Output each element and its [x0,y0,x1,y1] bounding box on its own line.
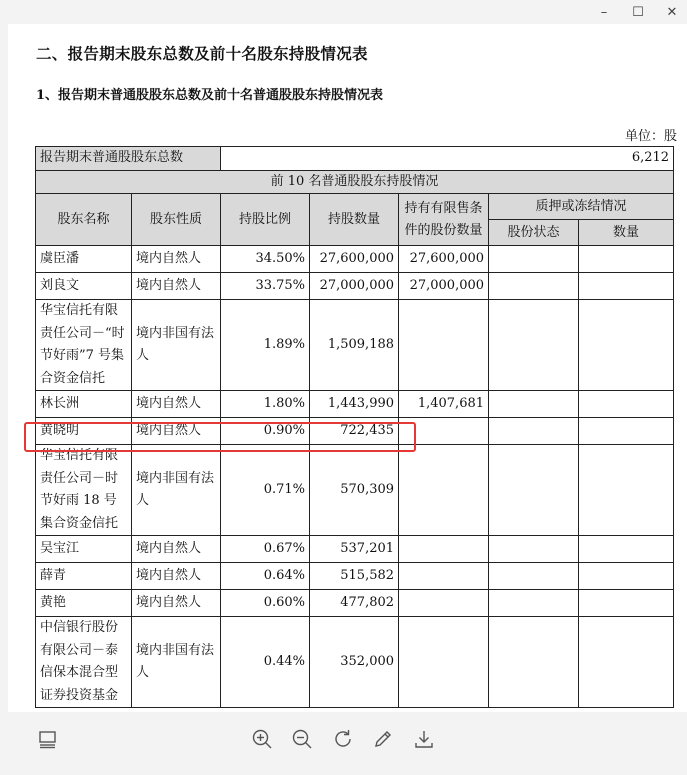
total-label: 报告期末普通股股东总数 [36,147,221,171]
col-header-pledge-qty: 数量 [579,220,674,246]
table-row [36,617,674,708]
holding-quantity: 1,443,990 [310,391,399,418]
pledge-status [489,617,579,708]
col-header-quantity: 持股数量 [310,194,399,246]
pledge-status [489,273,579,300]
pledge-status [489,300,579,391]
holding-ratio: 1.80% [221,391,310,418]
shareholder-nature: 境内自然人 [132,418,221,445]
col-header-nature: 股东性质 [132,194,221,246]
document-subtitle: 1、报告期末普通股股东总数及前十名普通股股东持股情况表 [36,88,384,103]
pledge-status [489,445,579,536]
pledge-quantity [579,300,674,391]
shareholder-name: 虞臣潘 [36,246,132,273]
shareholder-nature: 境内非国有法人 [132,617,221,708]
pledge-quantity [579,418,674,445]
restricted-quantity: 1,407,681 [399,391,489,418]
shareholder-name: 黄晓明 [36,418,132,445]
holding-quantity: 515,582 [310,563,399,590]
pledge-quantity [579,617,674,708]
pledge-status [489,590,579,617]
pledge-status [489,563,579,590]
shareholder-nature: 境内自然人 [132,590,221,617]
table-row [36,246,674,273]
total-row [36,147,674,171]
pledge-quantity [579,391,674,418]
zoom-out-icon[interactable] [290,727,314,751]
shareholder-name: 刘良文 [36,273,132,300]
holding-quantity: 722,435 [310,418,399,445]
document-page [8,24,687,712]
download-icon[interactable] [412,727,436,751]
section-header: 前 10 名普通股股东持股情况 [36,170,674,194]
viewer-toolbar [0,712,687,775]
table-row [36,590,674,617]
minimize-button[interactable]: – [600,4,608,20]
section-header-row [36,170,674,194]
table-row [36,391,674,418]
shareholder-nature: 境内非国有法人 [132,445,221,536]
pledge-status [489,246,579,273]
pledge-quantity [579,445,674,536]
zoom-in-icon[interactable] [250,727,274,751]
holding-ratio: 0.71% [221,445,310,536]
holding-quantity: 27,600,000 [310,246,399,273]
holding-ratio: 0.64% [221,563,310,590]
col-header-ratio: 持股比例 [221,194,310,246]
pledge-quantity [579,590,674,617]
title-bar [0,0,687,26]
table-row [36,445,674,536]
restricted-quantity [399,418,489,445]
shareholder-nature: 境内自然人 [132,563,221,590]
thumbnail-icon[interactable] [36,727,60,751]
restricted-quantity [399,590,489,617]
document-title: 二、报告期末股东总数及前十名股东持股情况表 [36,44,368,63]
table-row [36,300,674,391]
table-row [36,273,674,300]
restricted-quantity [399,563,489,590]
holding-ratio: 1.89% [221,300,310,391]
holding-quantity: 537,201 [310,536,399,563]
shareholder-table [35,146,674,708]
pledge-quantity [579,273,674,300]
table-row [36,418,674,445]
pledge-status [489,391,579,418]
shareholder-name: 黄艳 [36,590,132,617]
restricted-quantity [399,536,489,563]
holding-quantity: 477,802 [310,590,399,617]
shareholder-name: 吴宝江 [36,536,132,563]
shareholder-name: 薛青 [36,563,132,590]
holding-ratio: 0.44% [221,617,310,708]
holding-quantity: 570,309 [310,445,399,536]
unit-label: 单位：股 [624,129,677,144]
restricted-quantity [399,445,489,536]
col-header-name: 股东名称 [36,194,132,246]
total-value: 6,212 [221,147,674,171]
pledge-quantity [579,563,674,590]
holding-quantity: 352,000 [310,617,399,708]
shareholder-name: 林长洲 [36,391,132,418]
shareholder-nature: 境内自然人 [132,273,221,300]
col-header-pledge: 质押或冻结情况 [489,194,674,220]
shareholder-nature: 境内非国有法人 [132,300,221,391]
holding-ratio: 0.90% [221,418,310,445]
col-header-pledge-status: 股份状态 [489,220,579,246]
maximize-button[interactable]: ☐ [632,4,644,20]
restricted-quantity: 27,000,000 [399,273,489,300]
restricted-quantity [399,617,489,708]
holding-ratio: 33.75% [221,273,310,300]
col-header-restricted: 持有有限售条件的股份数量 [399,194,489,246]
restricted-quantity [399,300,489,391]
close-button[interactable]: ✕ [666,4,678,20]
holding-quantity: 27,000,000 [310,273,399,300]
holding-ratio: 0.67% [221,536,310,563]
shareholder-name: 华宝信托有限责任公司－“时节好雨”7 号集合资金信托 [36,300,132,391]
pledge-quantity [579,536,674,563]
pledge-quantity [579,246,674,273]
shareholder-name: 华宝信托有限责任公司－时节好雨 18 号集合资金信托 [36,445,132,536]
rotate-icon[interactable] [331,727,355,751]
shareholder-nature: 境内自然人 [132,391,221,418]
restricted-quantity: 27,600,000 [399,246,489,273]
shareholder-name: 中信银行股份有限公司－泰信保本混合型证券投资基金 [36,617,132,708]
holding-quantity: 1,509,188 [310,300,399,391]
pledge-status [489,536,579,563]
edit-icon[interactable] [371,727,395,751]
holding-ratio: 34.50% [221,246,310,273]
pledge-status [489,418,579,445]
table-row [36,536,674,563]
shareholder-nature: 境内自然人 [132,536,221,563]
holding-ratio: 0.60% [221,590,310,617]
table-row [36,563,674,590]
shareholder-nature: 境内自然人 [132,246,221,273]
column-header-row [36,194,674,220]
